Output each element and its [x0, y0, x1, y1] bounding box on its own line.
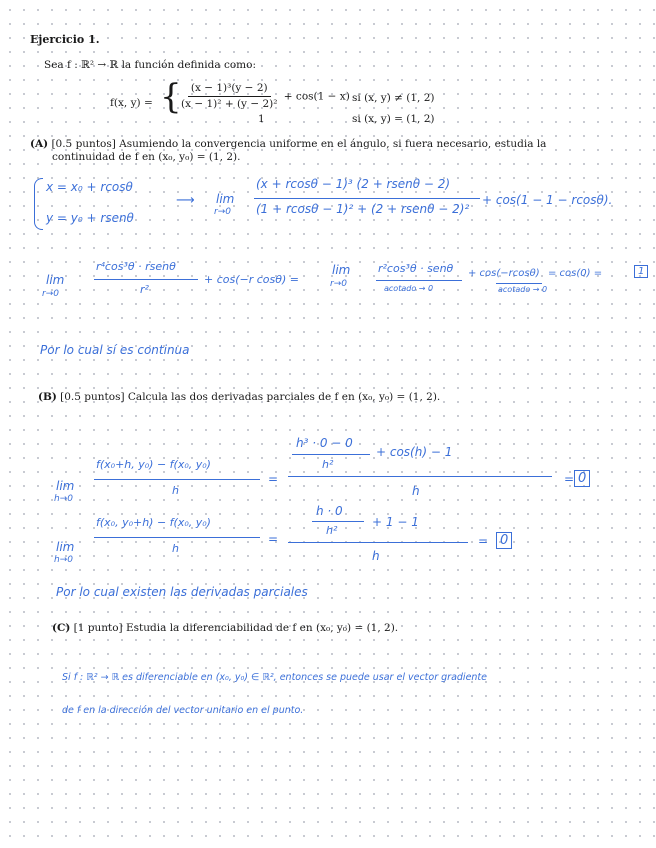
substitution-x: x = x₀ + rcosθ: [46, 180, 133, 194]
result-box-b2: 0: [496, 532, 512, 549]
d2-inner-denominator: h²: [326, 524, 338, 537]
line2b-middle-under: acotado → 0: [498, 285, 548, 294]
line2b-denominator: acotado → 0: [384, 284, 434, 293]
d1-denominator: h: [172, 484, 179, 497]
d2-inner-tail: + 1 − 1: [372, 515, 419, 529]
big-fraction-denominator: (1 + rcosθ − 1)² + (2 + rsenθ − 2)²: [256, 202, 470, 216]
cases-brace: {: [160, 77, 182, 117]
big-fraction-tail: + cos(1 − 1 − rcosθ).: [482, 193, 613, 207]
part-a-conclusion: Por lo cual sí es continua: [40, 343, 190, 357]
case1-denominator: (x − 1)² + (y − 2)²: [181, 98, 278, 110]
function-lhs: f(x, y) =: [110, 97, 153, 109]
case1-expression: [178, 82, 350, 111]
d2-fraction-bar: [94, 537, 260, 538]
substitution-y: y = y₀ + rsenθ: [46, 211, 134, 225]
d2-result-equals: =: [478, 534, 489, 548]
part-a-label: (A): [30, 138, 49, 150]
result-box-a: 1: [634, 265, 648, 278]
part-a-text-1: [0.5 puntos] Asumiendo la convergencia uniforme en el ángulo, si fuera necesario, estudia la: [51, 138, 547, 150]
line2-fraction-bar: [94, 279, 198, 280]
line2-tail: + cos(−r cosθ) =: [204, 273, 299, 286]
d1-result-equals: =: [564, 472, 575, 486]
part-c-label: (C): [52, 622, 71, 634]
limit-sub-b1: h→0: [54, 494, 73, 504]
part-a-text-2: continuidad de f en (x₀, y₀) = (1, 2).: [52, 151, 241, 163]
line2-numerator: r⁴cos³θ · rsenθ: [96, 260, 176, 273]
part-c-text: [1 punto] Estudia la diferenciabilidad de f en (x₀, y₀) = (1, 2).: [73, 622, 399, 634]
line2-denominator: r²: [140, 283, 149, 296]
d2-inner-numerator: h · 0: [316, 504, 343, 518]
part-b-heading: [38, 391, 440, 404]
line2b-result: = cos(0) =: [548, 268, 603, 279]
d1-inner-bar: [292, 454, 370, 455]
case2-value: 1: [258, 113, 265, 125]
d2-numerator: f(x₀, y₀+h) − f(x₀, y₀): [96, 516, 211, 529]
part-a-heading: [30, 138, 546, 151]
limit-label-b1: lim: [56, 479, 75, 493]
part-c-hw-line-2: de f en la dirección del vector unitario en el punto.: [62, 705, 304, 716]
line2b-fraction-bar: [376, 280, 462, 281]
limit-label-b2: lim: [56, 540, 75, 554]
limit-label-a1: lim: [216, 192, 235, 206]
d1-numerator: f(x₀+h, y₀) − f(x₀, y₀): [96, 458, 211, 471]
d2-outer-denominator: h: [372, 549, 380, 563]
d2-outer-bar: [288, 542, 468, 543]
line2b-numerator: r²cos³θ · senθ: [378, 262, 454, 275]
part-c-hw-line-1: Si f : ℝ² → ℝ es diferenciable en (x₀, y₀) ∈ ℝ², entonces se puede usar el vector gradiente: [62, 672, 487, 683]
big-fraction-bar: [254, 198, 480, 199]
exercise-title: Ejercicio 1.: [30, 33, 100, 46]
implies-arrow: ⟶: [176, 193, 195, 208]
limit-sub-b2: h→0: [54, 555, 73, 565]
line2b-middle-underline: [496, 283, 542, 284]
case1-condition: si (x, y) ≠ (1, 2): [352, 92, 435, 104]
d1-equals: =: [268, 472, 279, 486]
d1-outer-bar: [288, 476, 552, 477]
result-box-b1: 0: [574, 470, 590, 487]
big-fraction-numerator: (x + rcosθ − 1)³ (2 + rsenθ − 2): [256, 177, 451, 191]
case1-numerator: (x − 1)³(y − 2): [188, 82, 271, 97]
d1-inner-denominator: h²: [322, 458, 334, 471]
limit-sub-a1: r→0: [214, 207, 231, 217]
d1-outer-denominator: h: [412, 484, 420, 498]
part-b-conclusion: Por lo cual existen las derivadas parciales: [56, 585, 308, 599]
case1-tail: + cos(1 − x): [283, 90, 350, 103]
line2b-middle: + cos(−rcosθ): [468, 268, 540, 279]
limit-sub-a2: r→0: [42, 289, 59, 299]
d2-denominator: h: [172, 542, 179, 555]
d1-inner-numerator: h³ · 0 − 0: [296, 436, 353, 450]
d1-fraction-bar: [94, 479, 260, 480]
d1-inner-tail: + cos(h) − 1: [376, 445, 453, 459]
d2-inner-bar: [312, 521, 364, 522]
limit-label-a2: lim: [46, 273, 65, 287]
part-c-heading: [52, 622, 398, 635]
limit-label-a3: lim: [332, 263, 351, 277]
intro-text: Sea f : ℝ² → ℝ la función definida como:: [44, 59, 256, 71]
case2-condition: si (x, y) = (1, 2): [352, 113, 435, 125]
limit-sub-a3: r→0: [330, 279, 347, 289]
part-b-text: [0.5 puntos] Calcula las dos derivadas parciales de f en (x₀, y₀) = (1, 2).: [60, 391, 441, 403]
substitution-brace: [34, 178, 43, 230]
d2-equals: =: [268, 532, 279, 546]
part-b-label: (B): [38, 391, 57, 403]
